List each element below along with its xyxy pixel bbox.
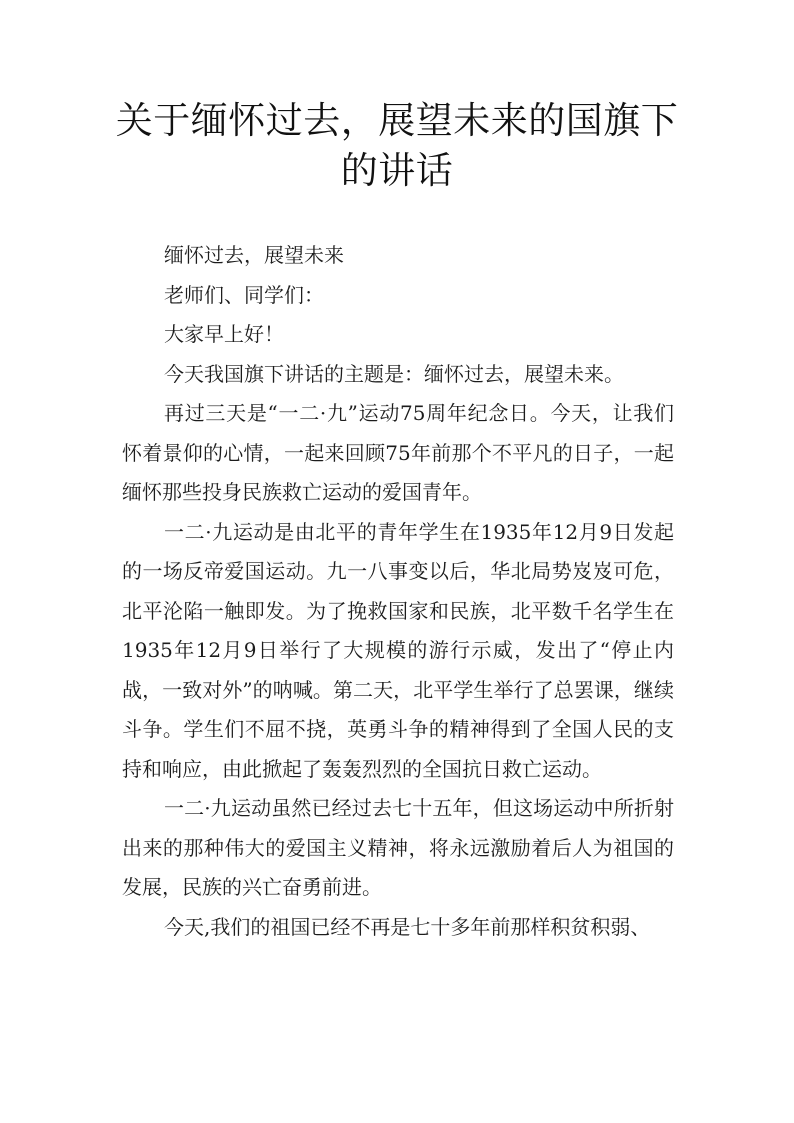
- subtitle-paragraph: 缅怀过去，展望未来: [164, 243, 344, 267]
- salutation-paragraph: 老师们、同学们：: [164, 282, 324, 307]
- document-title: 关于缅怀过去，展望未来的国旗下的讲话: [115, 99, 679, 192]
- today-paragraph: 今天,我们的祖国已经不再是七十多年前那样积贫积弱、: [164, 914, 651, 939]
- document-body: [122, 236, 674, 947]
- anniversary-paragraph: 再过三天是“一二·九”运动75周年纪念日。今天，让我们怀着景仰的心情，一起来回顾75年前那个不平凡的日子，一起缅怀那些投身民族救亡运动的爱国青年。: [122, 401, 674, 504]
- greeting-paragraph: 大家早上好！: [164, 322, 284, 346]
- theme-paragraph: 今天我国旗下讲话的主题是：缅怀过去，展望未来。: [164, 361, 624, 386]
- history-paragraph: 一二·九运动是由北平的青年学生在1935年12月9日发起的一场反帝爱国运动。九一八事变以后，华北局势岌岌可危，北平沦陷一触即发。为了挽救国家和民族，北平数千名学生在1935年12月9日举行了大规模的游行示威，发出了“停止内战，一致对外”的呐喊。第二天，北平学生举行了总罢课，继续斗争。学生们不屈不挠，英勇斗争的精神得到了全国人民的支持和响应，由此掀起了轰轰烈烈的全国抗日救亡运动。: [122, 519, 674, 781]
- spirit-paragraph: 一二·九运动虽然已经过去七十五年，但这场运动中所折射出来的那种伟大的爱国主义精神，将永远激励着后人为祖国的发展，民族的兴亡奋勇前进。: [122, 796, 674, 899]
